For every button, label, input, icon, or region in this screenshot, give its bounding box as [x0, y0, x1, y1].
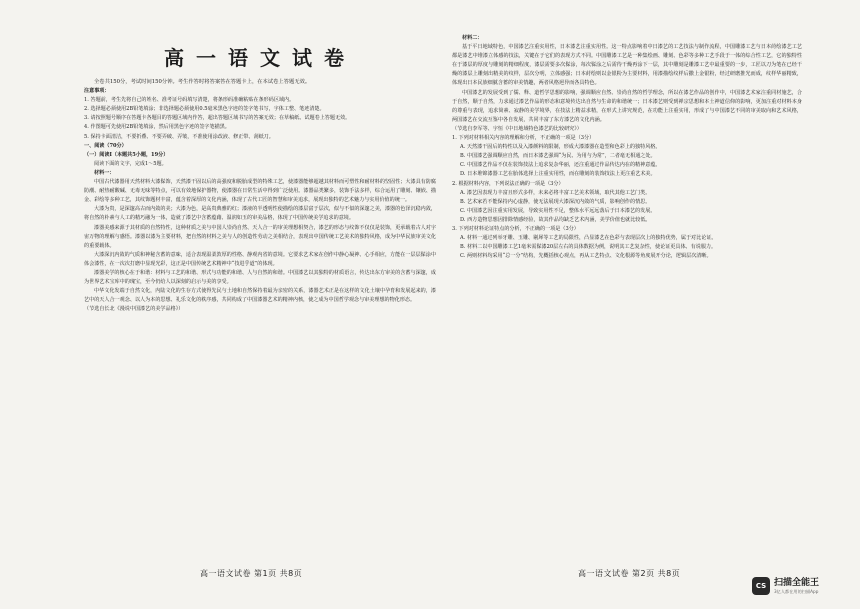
exam-title: 高一语文试卷: [164, 46, 356, 70]
question-option: D. 西方造物思想因排除情感经验，故其作品均缺乏艺术内涵，美学价值也就比较低。: [460, 216, 651, 223]
question-option: A. 漆艺因表现力丰富且形式多样，未来必将丰富工艺美术领域，取代其他工艺门类。: [460, 189, 651, 196]
watermark-tagline: 3亿人都在用的扫描App: [774, 588, 819, 594]
left-page: [84, 36, 436, 556]
passage-paragraph: 漆器美学的核心在于和谐：材料与工艺的和谐、形式与功能的和谐、人与自然的和谐。中国漆艺以其独特的材质语言，传达出东方审美的含蓄与深邃，成为世界艺术宝库中的瑰宝，至今仍给人以深刻的启示与美的享受。: [84, 269, 436, 286]
passage-paragraph: 中国古代漆器用天然材料大漆髹饰，天然漆干固以后的高强度和脱胎成型的特殊工艺，使漆器能够超越其材料而可塑性和耐材料的坚固性；大漆具有防腐防潮、耐热耐酸碱、无毒无味等特点，可以有效地保护器物，使漆器在日常生活中得到广泛使用。漆器品类繁多，装饰手法多样，综合运用了雕刻、镶嵌、描金、彩绘等多种工艺，其纹饰题材丰富，蕴含着深厚的文化内涵，体现了古代工匠的智慧和审美追求，展现出独特的艺术魅力与实用价值的统一。: [84, 179, 436, 204]
question-option: C. 两则材料均采用“总一分”结构，先概括核心观点，再从工艺特点、文化根源等角度展开分论，逻辑层次清晰。: [460, 253, 712, 260]
exam-info: 全卷共150分，考试时间150分钟。考生作答时将答案答在答题卡上，在本试卷上答题无效。: [94, 79, 311, 85]
question-option: B. 中国漆艺强调顺应自然，而日本漆艺强调“为民、为用与为常”，二者毫无相通之处。: [460, 153, 656, 160]
passage-paragraph: 大漆深沉内敛的气质和神秘含蓄的意味，适合表现温柔敦厚的性格、静观内省的意境。它要求艺术家在创作中静心凝神、心手相应，方能在一层层髹涂中体会漆性，在一次次打磨中显现光彩，这正是中国传统艺术精神中“技进乎道”的体现。: [84, 251, 436, 267]
question-option: D. 日本堆锦漆器工艺在胎体选择上注重实用性，而在雕刻的装饰技法上更注重艺术美。: [460, 171, 656, 178]
passage-paragraph: 基于平日地域特色，中国漆艺注重实用性，日本漆艺注重实用性。这一特点影响着中日漆艺的工艺技法与制作流程，中国雕漆工艺与日本莳绘漆艺工艺都是漆艺中堆漆立体感的技法，关键在于它们的表现方式不同。中国雕漆工艺是一种集绘画、雕刻、色彩等多种工艺手段于一体的综合性工艺，它的独特性在于漆层的厚度与雕刻的精细程度，漆层需要多次髹涂，每次髹涂之后需待干燥再涂下一层，其中雕刻是雕漆工艺中最重要的一步，工匠以刀为笔在已经干燥的漆层上雕刻出精美的纹样，层次分明，立体感强；日本莳绘则以金银粉为主要材料，用漆描绘纹样后撒上金银粉，经过研磨推光而成，纹样华丽精致，体现出日本民族细腻含蓄的审美情趣，两者风格迥异而各具特色。: [452, 44, 802, 87]
read-instruction: 阅读下面的文字，完成1～5题。: [94, 160, 167, 167]
material-2-label: 材料二：: [462, 35, 483, 41]
passage-paragraph: 大漆为贵，是深邃高古而内敛的美；大漆为色，是高贵典雅的红；漆液的半透明性使描绘的漆层富于层次，似与不似的深邃之美，漆器的色泽沉稳内敛，将自然的朴素与人工的精巧融为一体，造就了漆艺中含蓄蕴藉、温润如玉的审美品格，体现了中国传统美学追求的意境。: [84, 206, 436, 222]
passage-source: （节选自李军等、宇恒《中日地域特色漆艺的比较研究》）: [452, 125, 582, 132]
watermark-app-name: 扫描全能王: [774, 577, 820, 588]
note-item: 1. 答题前，考生先将自己的姓名、准考证号码填写清楚，将条形码准确粘贴在条形码区域内。: [84, 97, 295, 104]
note-item: 4. 作图题可先使用2B铅笔填涂，然后用黑色字迹的签字笔描黑。: [84, 124, 230, 131]
passage-paragraph: 中国漆艺的发展受到了儒、释、道哲学思想的影响，强调顺应自然、崇尚自然的哲学理念，所以在漆艺作品的创作中，中国漆艺术家注重同材施艺，合于自然，顺于自然，力求通过漆艺作品的形态和意境传达出自然与生命的和谐统一；日本漆艺则受到禅宗思想和本土神道信仰的影响，更加注重对材料本身的尊重与表现，追求简素、寂静的美学境界，在技法上精益求精，在形式上讲究规范，在功能上注重实用，形成了与中国漆艺不同的审美取向和艺术风格，两国漆艺在交流互鉴中各自发展，共同丰富了东方漆艺的文化内涵。: [452, 89, 802, 123]
note-item: 2. 选择题必须使用2B铅笔填涂；非选择题必须使用0.5毫米黑色字迹的签字笔书写，字体工整、笔迹清楚。: [84, 106, 325, 113]
question-stem: 3. 下列对材料论证特点的分析，不正确的一项是（3分）: [452, 225, 579, 232]
question-option: B. 材料二以中国雕漆工艺1毫米需髹漆20层左右的具体数据为例，说明其工艺复杂性，使论证更具体、有说服力。: [460, 244, 717, 251]
question-stem: 1. 下列对材料相关内容的理解和分析，不正确的一项是（3分）: [452, 135, 595, 142]
note-item: 3. 请按照题号顺序在答题卡各题目的答题区域内作答，超出答题区域书写的答案无效；在草稿纸、试题卷上答题无效。: [84, 115, 351, 122]
subsection-heading: （一）阅读Ⅰ（本题共5小题，19分）: [84, 151, 169, 158]
page-footer-right: 高一语文试卷 第2页 共8页: [578, 569, 681, 578]
passage-paragraph: 中华文化发端于自然文化，内陆文化的生存方式使得先民与土地和自然保持着最为亲密的关系，漆器艺术正是在这样的文化土壤中孕育和发展起来的，漆艺中的天人合一观念、以人为本的思想、礼乐文化的秩序感，共同构成了中国漆器艺术的精神内核，使之成为中国哲学观念与审美理想的物化形态。: [84, 288, 436, 304]
passage-source: （节选自长北《漫说中国漆艺的美学品格》）: [84, 306, 184, 313]
notes-heading: 注意事项：: [84, 88, 110, 95]
question-option: A. 材料一通过列举牙雕、玉雕、剔犀等工艺的局限性，凸显漆艺在色彩与表现层次上的独特优势，属于对比论证。: [460, 235, 717, 242]
right-page: [452, 34, 802, 554]
camscanner-logo-icon: CS: [752, 577, 770, 595]
question-option: C. 中国漆艺因注重实用发展，导致实用性不足，整体水平远远落后于日本漆艺的发展。: [460, 207, 656, 214]
question-option: B. 艺术家若不能保持内心虚静，使无法展现大漆深沉内敛的气质，影响创作的情思。: [460, 198, 651, 205]
material-1-label: 材料一：: [94, 169, 115, 176]
page-footer-left: 高一语文试卷 第1页 共8页: [200, 569, 303, 578]
note-item: 5. 保持卡面清洁，不要折叠、不要弄破、弄皱，不准使用涂改液、修正带、刮纸刀。: [84, 133, 274, 140]
watermark-text: [774, 578, 819, 595]
question-option: C. 中国漆艺作品不仅在装饰技法上追求复杂华丽，还注重通过作品传达内在的精神意蕴。: [460, 162, 661, 169]
passage-paragraph: 漆器美感来源于其材质的自然特性，这种材质之美与中国人崇尚自然、天人合一的审美理想相契合，漆艺的形态与纹饰不仅仅是装饰，更承载着古人对宇宙万物的理解与感悟。漆器以漆为主要材料，把自然的材料之美与人的创造性劳动之美相结合，表现出中国传统工艺美术的独特风格，成为中华民族审美文化的重要载体。: [84, 224, 436, 249]
scanner-watermark: [752, 573, 852, 599]
question-option: A. 天然漆干固后的特性以及入漆颜料的限制，形成大漆漆器在造型和色彩上的独特风格。: [460, 144, 661, 151]
question-stem: 2. 根据材料内容，下列说法正确的一项是（3分）: [452, 180, 564, 187]
section-heading: 一、阅读（70分）: [84, 142, 127, 149]
